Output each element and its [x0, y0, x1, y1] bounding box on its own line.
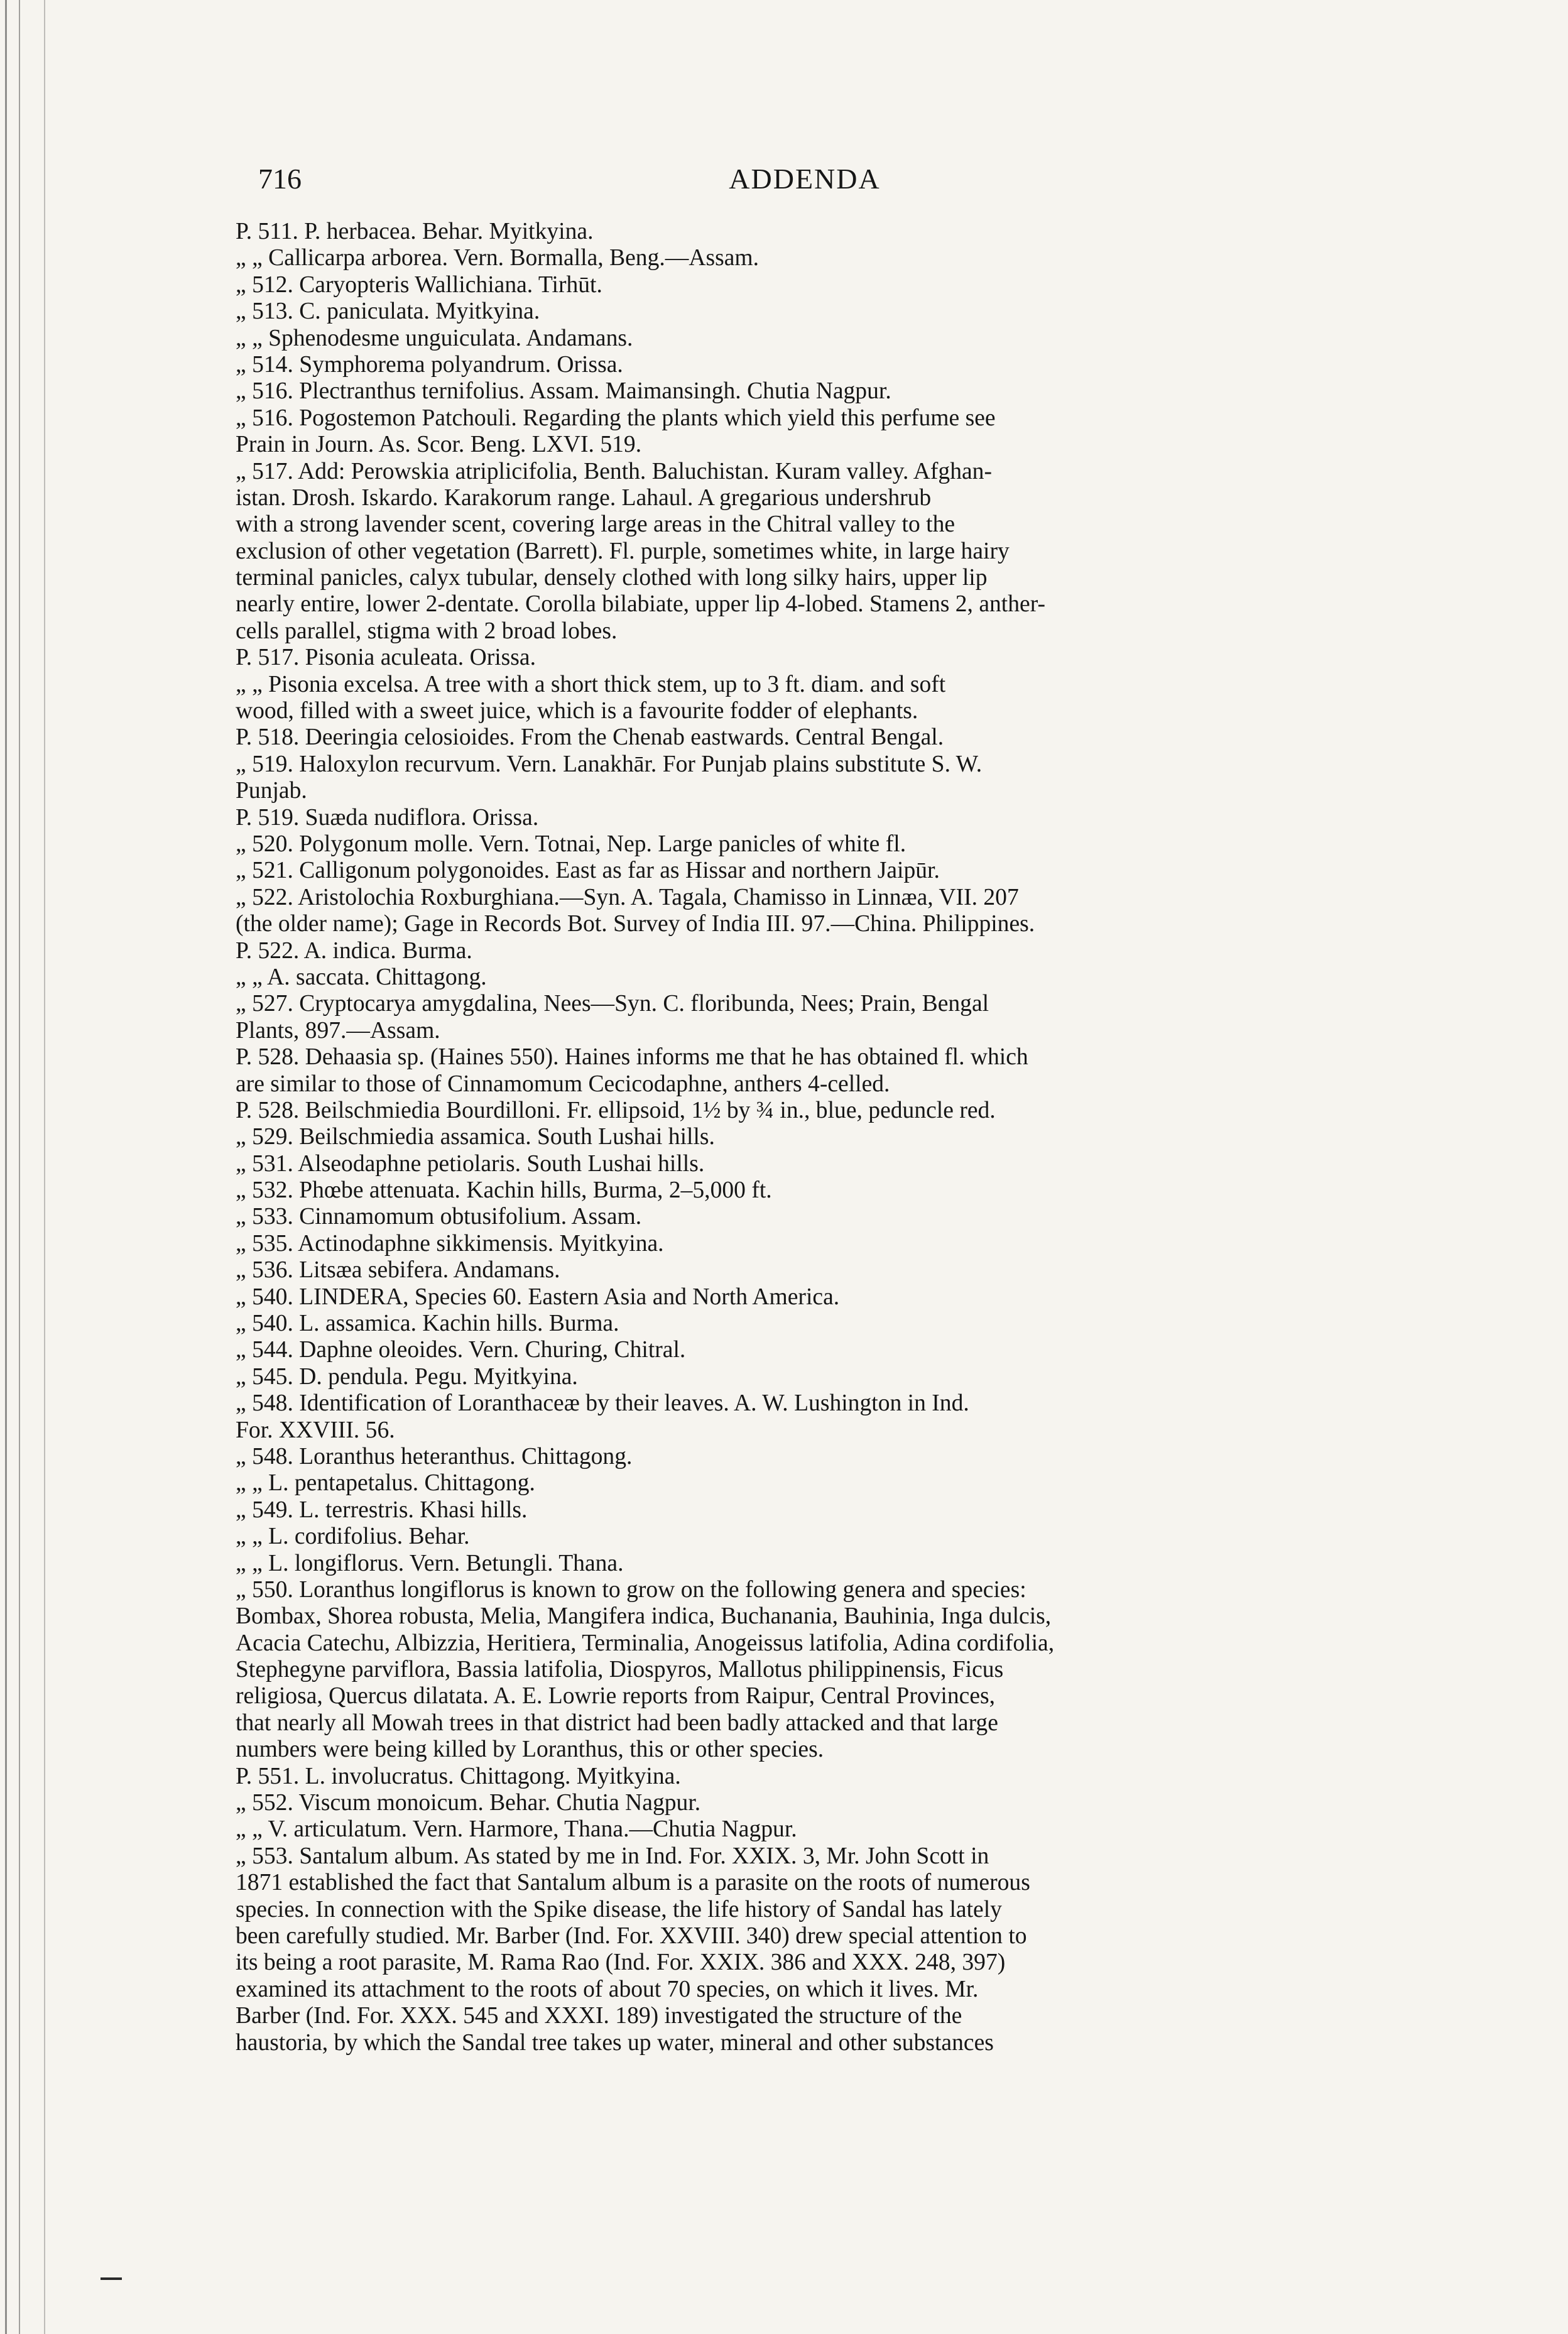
text-line: „ „ Sphenodesme unguiculata. Andamans. [236, 325, 633, 351]
margin-mark [101, 2277, 122, 2280]
text-line: P. 551. L. involucratus. Chittagong. Myitkyina. [236, 1763, 681, 1789]
text-line: „ „ L. pentapetalus. Chittagong. [236, 1470, 535, 1497]
text-line: P. 517. Pisonia aculeata. Orissa. [236, 645, 536, 671]
text-line: „ 516. Pogostemon Patchouli. Regarding the plants which yield this perfume see [236, 405, 996, 431]
text-line: „ 512. Caryopteris Wallichiana. Tirhūt. [236, 271, 602, 298]
text-line: „ 520. Polygonum molle. Vern. Totnai, Nep. Large panicles of white fl. [236, 831, 906, 857]
text-line: Plants, 897.—Assam. [236, 1017, 440, 1044]
text-line: „ „ V. articulatum. Vern. Harmore, Thana.—Chutia Nagpur. [236, 1816, 797, 1843]
text-line: religiosa, Quercus dilatata. A. E. Lowrie reports from Raipur, Central Provinces, [236, 1683, 996, 1710]
text-line: „ „ Pisonia excelsa. A tree with a short thick stem, up to 3 ft. diam. and soft [236, 671, 946, 697]
text-line: „ 519. Haloxylon recurvum. Vern. Lanakhār. For Punjab plains substitute S. W. [236, 751, 983, 777]
binding-edge-line [19, 0, 20, 2334]
text-line: „ 531. Alseodaphne petiolaris. South Lushai hills. [236, 1150, 705, 1177]
text-line: „ 548. Identification of Loranthaceæ by their leaves. A. W. Lushington in Ind. [236, 1390, 969, 1417]
text-line: „ 540. L. assamica. Kachin hills. Burma. [236, 1311, 619, 1337]
text-line: „ „ A. saccata. Chittagong. [236, 964, 487, 990]
text-line: „ 540. LINDERA, Species 60. Eastern Asia and North America. [236, 1284, 840, 1310]
text-line: P. 519. Suæda nudiflora. Orissa. [236, 804, 539, 831]
page-header [258, 162, 1351, 200]
text-line: „ 516. Plectranthus ternifolius. Assam. Maimansingh. Chutia Nagpur. [236, 378, 891, 405]
text-line: its being a root parasite, M. Rama Rao (Ind. For. XXIX. 386 and XXX. 248, 397) [236, 1950, 1006, 1976]
text-line: terminal panicles, calyx tubular, densely clothed with long silky hairs, upper lip [236, 565, 988, 591]
text-line: (the older name); Gage in Records Bot. Survey of India III. 97.—China. Philippines. [236, 911, 1035, 937]
text-line: istan. Drosh. Iskardo. Karakorum range. Lahaul. A gregarious undershrub [236, 484, 932, 511]
text-line: Acacia Catechu, Albizzia, Heritiera, Terminalia, Anogeissus latifolia, Adina cordifolia, [236, 1630, 1055, 1656]
text-line: nearly entire, lower 2-dentate. Corolla bilabiate, upper lip 4-lobed. Stamens 2, anther- [236, 591, 1045, 618]
text-line: „ 527. Cryptocarya amygdalina, Nees—Syn. C. floribunda, Nees; Prain, Bengal [236, 991, 989, 1017]
text-line: „ 552. Viscum monoicum. Behar. Chutia Nagpur. [236, 1790, 701, 1816]
text-line: „ „ Callicarpa arborea. Vern. Bormalla, Beng.—Assam. [236, 245, 760, 271]
page-number: 716 [258, 163, 302, 195]
binding-edge-line [44, 0, 45, 2334]
text-line: wood, filled with a sweet juice, which is a favourite fodder of elephants. [236, 698, 918, 724]
text-line: Stephegyne parviflora, Bassia latifolia, Diospyros, Mallotus philippinensis, Ficus [236, 1657, 1004, 1683]
text-line: „ 513. C. paniculata. Myitkyina. [236, 298, 540, 325]
running-head: ADDENDA [729, 163, 881, 195]
text-line: P. 511. P. herbacea. Behar. Myitkyina. [236, 219, 594, 244]
text-line: P. 528. Dehaasia sp. (Haines 550). Haines informs me that he has obtained fl. which [236, 1044, 1028, 1071]
text-line: „ 544. Daphne oleoides. Vern. Churing, Chitral. [236, 1337, 686, 1363]
text-line: „ 536. Litsæa sebifera. Andamans. [236, 1257, 560, 1284]
text-line: „ 533. Cinnamomum obtusifolium. Assam. [236, 1204, 642, 1230]
text-line: numbers were being killed by Loranthus, this or other species. [236, 1737, 824, 1763]
text-line: been carefully studied. Mr. Barber (Ind. For. XXVIII. 340) drew special attention to [236, 1923, 1027, 1949]
text-line: Prain in Journ. As. Scor. Beng. LXVI. 519. [236, 432, 642, 458]
text-line: „ 514. Symphorema polyandrum. Orissa. [236, 351, 623, 378]
text-line: „ 517. Add: Perowskia atriplicifolia, Benth. Baluchistan. Kuram valley. Afghan- [236, 458, 992, 484]
text-line: Bombax, Shorea robusta, Melia, Mangifera indica, Buchanania, Bauhinia, Inga dulcis, [236, 1603, 1052, 1630]
text-line: „ 532. Phœbe attenuata. Kachin hills, Burma, 2–5,000 ft. [236, 1177, 772, 1204]
text-line: „ 535. Actinodaphne sikkimensis. Myitkyina. [236, 1230, 664, 1257]
text-line: exclusion of other vegetation (Barrett). Fl. purple, sometimes white, in large hairy [236, 538, 1010, 564]
text-line: „ 545. D. pendula. Pegu. Myitkyina. [236, 1363, 578, 1390]
text-line: that nearly all Mowah trees in that district had been badly attacked and that large [236, 1710, 998, 1736]
text-line: with a strong lavender scent, covering large areas in the Chitral valley to the [236, 511, 956, 538]
text-line: „ 522. Aristolochia Roxburghiana.—Syn. A. Tagala, Chamisso in Linnæa, VII. 207 [236, 884, 1019, 910]
binding-edge-line [5, 0, 7, 2334]
text-line: 1871 established the fact that Santalum album is a parasite on the roots of numerous [236, 1870, 1030, 1896]
text-line: „ „ L. cordifolius. Behar. [236, 1524, 470, 1550]
text-line: Barber (Ind. For. XXX. 545 and XXXI. 189) investigated the structure of the [236, 2003, 962, 2029]
text-line: „ 521. Calligonum polygonoides. East as far as Hissar and northern Jaipūr. [236, 858, 940, 884]
text-line: haustoria, by which the Sandal tree takes up water, mineral and other substances [236, 2029, 994, 2056]
text-line: „ „ L. longiflorus. Vern. Betungli. Thana. [236, 1550, 624, 1576]
text-line: P. 522. A. indica. Burma. [236, 937, 472, 964]
text-line: For. XXVIII. 56. [236, 1417, 395, 1443]
text-line: „ 553. Santalum album. As stated by me in Ind. For. XXIX. 3, Mr. John Scott in [236, 1843, 989, 1869]
text-line: Punjab. [236, 778, 307, 804]
text-line: P. 518. Deeringia celosioides. From the Chenab eastwards. Central Bengal. [236, 724, 944, 751]
text-line: cells parallel, stigma with 2 broad lobes. [236, 618, 618, 644]
text-line: P. 528. Beilschmiedia Bourdilloni. Fr. ellipsoid, 1½ by ¾ in., blue, peduncle red. [236, 1097, 996, 1123]
text-line: „ 548. Loranthus heteranthus. Chittagong. [236, 1443, 633, 1470]
body-text [236, 219, 1417, 2056]
text-line: „ 549. L. terrestris. Khasi hills. [236, 1497, 528, 1523]
text-line: „ 529. Beilschmiedia assamica. South Lushai hills. [236, 1124, 715, 1150]
text-line: species. In connection with the Spike disease, the life history of Sandal has lately [236, 1896, 1002, 1922]
text-line: are similar to those of Cinnamomum Cecicodaphne, anthers 4-celled. [236, 1071, 890, 1097]
text-line: examined its attachment to the roots of about 70 species, on which it lives. Mr. [236, 1976, 979, 2002]
text-line: „ 550. Loranthus longiflorus is known to grow on the following genera and species: [236, 1576, 1026, 1603]
